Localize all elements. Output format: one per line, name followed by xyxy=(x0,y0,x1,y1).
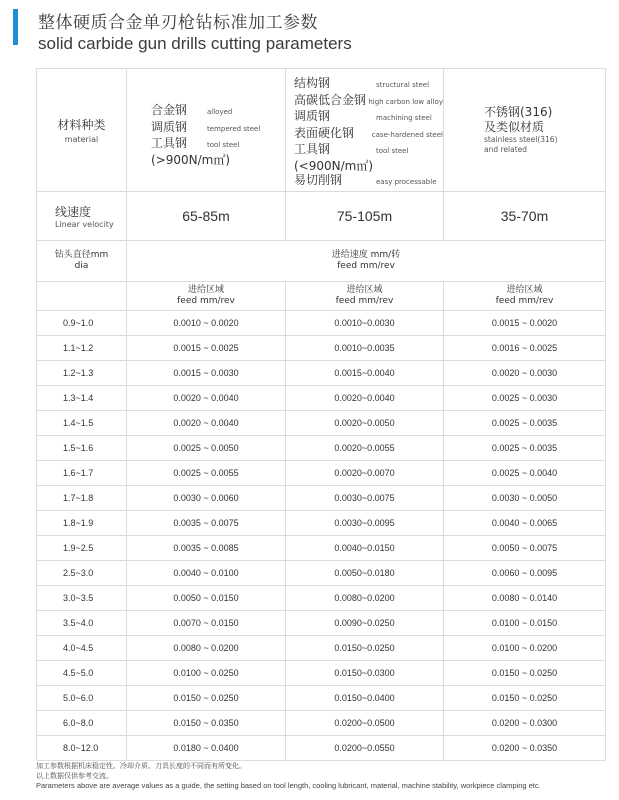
table-row xyxy=(37,611,606,636)
feed-value-group-3: 0.0060 ~ 0.0095 xyxy=(444,561,606,586)
table-row xyxy=(37,711,606,736)
dia-cell: 0.9~1.0 xyxy=(37,311,127,336)
g2-line-cn: 工具钢 xyxy=(294,142,331,157)
feed-value-group-3: 0.0016 ~ 0.0025 xyxy=(444,336,606,361)
table-row xyxy=(37,561,606,586)
feed-value-group-3: 0.0150 ~ 0.0250 xyxy=(444,661,606,686)
footnote-line-en: Parameters above are average values as a guide, the setting based on tool length, cooling lubricant, material, machine stability, workpiece clamping etc. xyxy=(36,781,541,790)
material-label-cell xyxy=(37,69,127,192)
table-row xyxy=(37,661,606,686)
footnote-line-cn: 加工参数根据机床稳定性、冷却介质、刀具长度的不同而有所变化。 xyxy=(36,762,246,770)
speed-value: 75-105m xyxy=(286,192,444,241)
g2-line-cn: 结构钢 xyxy=(294,76,331,91)
feed-value-group-3: 0.0200 ~ 0.0350 xyxy=(444,736,606,761)
feed-value-group-2: 0.0150~0.0300 xyxy=(286,661,444,686)
dia-cell: 1.1~1.2 xyxy=(37,336,127,361)
table-row xyxy=(37,636,606,661)
table-row xyxy=(37,336,606,361)
feed-value-group-3: 0.0100 ~ 0.0200 xyxy=(444,636,606,661)
feed-value-group-1: 0.0020 ~ 0.0040 xyxy=(127,411,286,436)
feed-value-group-1: 0.0180 ~ 0.0400 xyxy=(127,736,286,761)
table-row xyxy=(37,461,606,486)
dia-cell: 6.0~8.0 xyxy=(37,711,127,736)
feed-value-group-3: 0.0050 ~ 0.0075 xyxy=(444,536,606,561)
empty-cell xyxy=(37,282,127,311)
feed-value-group-2: 0.0200~0.0500 xyxy=(286,711,444,736)
feed-value-group-3: 0.0025 ~ 0.0030 xyxy=(444,386,606,411)
dia-cell: 4.5~5.0 xyxy=(37,661,127,686)
feed-value-group-1: 0.0035 ~ 0.0085 xyxy=(127,536,286,561)
feed-value-group-2: 0.0080~0.0200 xyxy=(286,586,444,611)
g2-line-en: structural steel xyxy=(376,81,430,90)
feed-value-group-2: 0.0040~0.0150 xyxy=(286,536,444,561)
feed-value-group-1: 0.0100 ~ 0.0250 xyxy=(127,661,286,686)
g2-line-cn: 调质钢 xyxy=(294,109,331,124)
g2-line-cn: (<900N/m㎡) xyxy=(294,158,374,173)
g1-line-cn: 工具钢 xyxy=(151,136,188,150)
dia-cell: 1.3~1.4 xyxy=(37,386,127,411)
feed-value-group-2: 0.0020~0.0070 xyxy=(286,461,444,486)
feed-value-group-3: 0.0150 ~ 0.0250 xyxy=(444,686,606,711)
feed-value-group-3: 0.0040 ~ 0.0065 xyxy=(444,511,606,536)
feed-zone-header xyxy=(286,282,444,311)
table-row xyxy=(37,386,606,411)
feed-value-group-1: 0.0020 ~ 0.0040 xyxy=(127,386,286,411)
material-label-cn: 材料种类 xyxy=(57,118,106,132)
dia-label-cn: 钻头直径mm xyxy=(54,250,109,260)
dia-cell: 4.0~4.5 xyxy=(37,636,127,661)
feed-value-group-3: 0.0030 ~ 0.0050 xyxy=(444,486,606,511)
feed-value-group-1: 0.0025 ~ 0.0055 xyxy=(127,461,286,486)
page-title-cn: 整体硬质合金单刃枪钻标准加工参数 xyxy=(38,13,318,33)
speed-label-cell xyxy=(37,192,127,241)
feed-value-group-3: 0.0025 ~ 0.0035 xyxy=(444,436,606,461)
zone-label-en: feed mm/rev xyxy=(335,296,394,306)
feed-value-group-3: 0.0080 ~ 0.0140 xyxy=(444,586,606,611)
g3-line-en: and related xyxy=(484,145,528,154)
feed-value-group-1: 0.0150 ~ 0.0250 xyxy=(127,686,286,711)
feed-value-group-2: 0.0030~0.0095 xyxy=(286,511,444,536)
dia-cell: 1.6~1.7 xyxy=(37,461,127,486)
feed-value-group-2: 0.0050~0.0180 xyxy=(286,561,444,586)
speed-row xyxy=(37,192,606,241)
table-row xyxy=(37,686,606,711)
speed-label-cn: 线速度 xyxy=(55,205,92,219)
dia-cell: 2.5~3.0 xyxy=(37,561,127,586)
title-accent-bar xyxy=(13,9,18,45)
g2-line-en: easy processable xyxy=(376,178,437,187)
zone-label-cn: 进给区域 xyxy=(187,285,224,295)
feed-value-group-2: 0.0090~0.0250 xyxy=(286,611,444,636)
feed-value-group-2: 0.0150~0.0250 xyxy=(286,636,444,661)
material-label-en: material xyxy=(64,135,99,144)
material-group-1 xyxy=(127,69,286,192)
feed-value-group-1: 0.0030 ~ 0.0060 xyxy=(127,486,286,511)
table-row xyxy=(37,586,606,611)
material-header-row xyxy=(37,69,606,192)
dia-cell: 5.0~6.0 xyxy=(37,686,127,711)
feed-value-group-3: 0.0100 ~ 0.0150 xyxy=(444,611,606,636)
dia-cell: 1.4~1.5 xyxy=(37,411,127,436)
feed-value-group-3: 0.0015 ~ 0.0020 xyxy=(444,311,606,336)
dia-label-en: dia xyxy=(74,261,89,271)
page-title-en: solid carbide gun drills cutting parameters xyxy=(38,34,352,53)
feed-label-cn: 进给速度 mm/转 xyxy=(331,250,401,260)
table-row xyxy=(37,536,606,561)
dia-cell: 3.5~4.0 xyxy=(37,611,127,636)
speed-value: 65-85m xyxy=(127,192,286,241)
g1-line-en: tempered steel xyxy=(207,124,261,133)
g3-line-en: stainless steel(316) xyxy=(484,135,558,144)
feed-value-group-1: 0.0010 ~ 0.0020 xyxy=(127,311,286,336)
g1-line-cn: (>900N/m㎡) xyxy=(151,152,231,167)
feed-zone-header xyxy=(444,282,606,311)
feed-value-group-2: 0.0015~0.0040 xyxy=(286,361,444,386)
table-row xyxy=(37,311,606,336)
feed-value-group-2: 0.0020~0.0055 xyxy=(286,436,444,461)
feed-value-group-2: 0.0030~0.0075 xyxy=(286,486,444,511)
feed-value-group-2: 0.0150~0.0400 xyxy=(286,686,444,711)
dia-cell: 1.8~1.9 xyxy=(37,511,127,536)
g2-line-en: case-hardened steel xyxy=(371,130,443,139)
feed-value-group-3: 0.0025 ~ 0.0040 xyxy=(444,461,606,486)
parameters-table xyxy=(36,68,606,761)
feed-value-group-2: 0.0200~0.0550 xyxy=(286,736,444,761)
feed-value-group-1: 0.0035 ~ 0.0075 xyxy=(127,511,286,536)
material-group-3 xyxy=(444,69,606,192)
dia-cell: 1.7~1.8 xyxy=(37,486,127,511)
footnote xyxy=(36,762,541,791)
g2-line-cn: 表面硬化钢 xyxy=(294,125,355,140)
zone-label-cn: 进给区域 xyxy=(346,285,383,295)
zone-label-en: feed mm/rev xyxy=(177,296,235,306)
g2-line-cn: 易切削钢 xyxy=(294,173,343,188)
dia-cell: 1.2~1.3 xyxy=(37,361,127,386)
g1-line-cn: 合金钢 xyxy=(151,103,188,117)
table-row xyxy=(37,436,606,461)
feed-value-group-1: 0.0050 ~ 0.0150 xyxy=(127,586,286,611)
table-row xyxy=(37,511,606,536)
g2-line-en: high carbon low alloy xyxy=(368,97,443,106)
feed-zone-row xyxy=(37,282,606,311)
g2-line-en: machining steel xyxy=(376,114,432,123)
g3-line-cn: 及类似材质 xyxy=(484,120,545,134)
dia-cell: 1.5~1.6 xyxy=(37,436,127,461)
table-row xyxy=(37,411,606,436)
feed-zone-header xyxy=(127,282,286,311)
dia-cell: 1.9~2.5 xyxy=(37,536,127,561)
table-row xyxy=(37,361,606,386)
feed-label-en: feed mm/rev xyxy=(337,261,395,271)
footnote-line-cn: 以上数据仅供参考交流。 xyxy=(36,771,113,780)
g1-line-en: alloyed xyxy=(207,108,233,116)
g2-line-en: tool steel xyxy=(376,147,409,156)
zone-label-cn: 进给区域 xyxy=(506,285,543,295)
feed-value-group-3: 0.0025 ~ 0.0035 xyxy=(444,411,606,436)
feed-value-group-2: 0.0010~0.0030 xyxy=(286,311,444,336)
feed-value-group-1: 0.0015 ~ 0.0025 xyxy=(127,336,286,361)
dia-label-cell xyxy=(37,241,127,282)
g1-line-cn: 调质钢 xyxy=(151,119,188,134)
feed-value-group-2: 0.0020~0.0040 xyxy=(286,386,444,411)
dia-cell: 8.0~12.0 xyxy=(37,736,127,761)
table-row xyxy=(37,486,606,511)
feed-value-group-1: 0.0025 ~ 0.0050 xyxy=(127,436,286,461)
feed-value-group-3: 0.0020 ~ 0.0030 xyxy=(444,361,606,386)
zone-label-en: feed mm/rev xyxy=(495,296,554,306)
feed-value-group-2: 0.0010~0.0035 xyxy=(286,336,444,361)
feed-value-group-1: 0.0070 ~ 0.0150 xyxy=(127,611,286,636)
g2-line-cn: 高碳低合金钢 xyxy=(294,92,367,107)
speed-label-en: Linear velocity xyxy=(55,220,114,229)
feed-header-cell xyxy=(127,241,606,282)
g1-line-en: tool steel xyxy=(207,141,240,149)
feed-value-group-1: 0.0150 ~ 0.0350 xyxy=(127,711,286,736)
feed-value-group-1: 0.0040 ~ 0.0100 xyxy=(127,561,286,586)
feed-value-group-1: 0.0015 ~ 0.0030 xyxy=(127,361,286,386)
speed-value: 35-70m xyxy=(444,192,606,241)
parameters-table-container xyxy=(36,68,605,761)
feed-value-group-3: 0.0200 ~ 0.0300 xyxy=(444,711,606,736)
g3-line-cn: 不锈钢(316) xyxy=(484,105,553,119)
feed-value-group-1: 0.0080 ~ 0.0200 xyxy=(127,636,286,661)
material-group-2 xyxy=(286,69,444,192)
dia-feed-header-row xyxy=(37,241,606,282)
table-row xyxy=(37,736,606,761)
feed-value-group-2: 0.0020~0.0050 xyxy=(286,411,444,436)
dia-cell: 3.0~3.5 xyxy=(37,586,127,611)
